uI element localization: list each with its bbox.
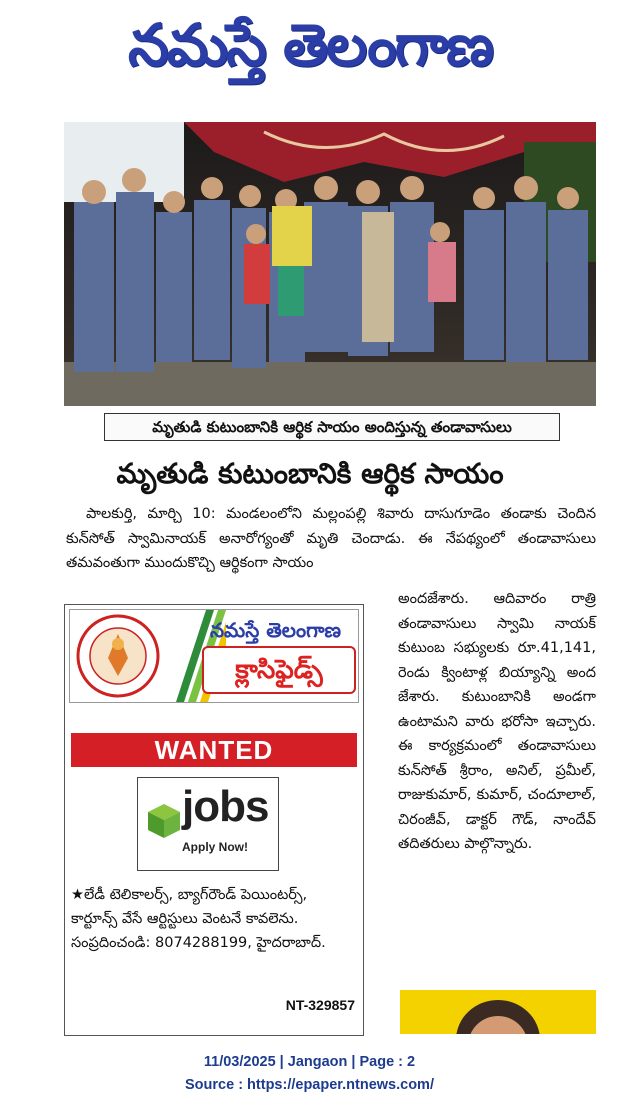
wanted-banner: WANTED — [71, 733, 357, 767]
portrait-thumbnail — [400, 990, 596, 1034]
jobs-logo-word: jobs — [182, 782, 269, 831]
classifieds-label: క్లాసిఫైడ్స్ — [202, 646, 356, 694]
masthead-title: నమస్తే తెలంగాణ — [128, 11, 492, 79]
green-cube-icon — [144, 800, 184, 840]
group-photo-image — [64, 122, 596, 406]
news-photo — [64, 122, 596, 406]
photo-caption-text: మృతుడి కుటుంబానికి ఆర్థిక సాయం అందిస్తున్న తండావాసులు — [152, 418, 512, 436]
classified-ad-code: NT-329857 — [285, 997, 355, 1013]
classified-ad — [64, 604, 364, 1036]
classifieds-seal-icon — [76, 614, 160, 698]
jobs-apply-now: Apply Now! — [182, 840, 248, 854]
article-continuation: అందజేశారు. ఆదివారం రాత్రి తండావాసులు స్వామి నాయక్ కుటుంబ సభ్యులకు రూ.41,141, రెండు క్వింటాళ్ల బియ్యాన్ని అంద జేశారు. కుటుంబానికి అండగా ఉంటామని వారు భరోసా ఇచ్చారు. ఈ కార్యక్రమంలో తండావాసులు కున్‌సోత్ శ్రీరాం, అనిల్, ప్రమీల్, రాజుకుమార్, కుమార్, చందూలాల్, చిరంజీవ్, డాక్టర్ గౌడ్, నాందేవ్ తదితరులు పాల్గొన్నారు. — [398, 591, 596, 852]
article-headline-text: మృతుడి కుటుంబానికి ఆర్థిక సాయం — [116, 457, 504, 490]
next-article-photo — [400, 990, 596, 1034]
footer-source: Source : https://epaper.ntnews.com/ — [185, 1077, 434, 1093]
classified-ad-body: ★లేడీ టెలికాలర్స్, బ్యాగ్‌రౌండ్ పెయింటర్స్, కార్టూన్స్ వేసే ఆర్టిస్టులు వెంటనే కావలెను. సంప్రదించండి: 8074288199, హైదరాబాద్. — [71, 887, 326, 951]
article-headline — [60, 452, 560, 496]
classifieds-banner — [69, 609, 359, 703]
footer-date-edition: 11/03/2025 | Jangaon | Page : 2 — [203, 1054, 416, 1070]
photo-caption — [104, 413, 560, 441]
previous-article-cutline — [66, 88, 546, 104]
classifieds-brand-title: నమస్తే తెలంగాణ — [210, 618, 342, 642]
article-lead-paragraph: పాలకుర్తి, మార్చి 10: మండలంలోని మల్లంపల్లి శివారు దాసుగూడెం తండాకు చెందిన కున్‌సోత్ స్వామినాయక్ అనారోగ్యంతో మృతి చెందాడు. ఈ నేపథ్యంలో తండావాసులు తమవంతుగా ముందుకొచ్చి ఆర్థికంగా సాయం — [66, 506, 596, 571]
jobs-logo — [137, 777, 279, 871]
masthead-logo — [60, 4, 560, 86]
